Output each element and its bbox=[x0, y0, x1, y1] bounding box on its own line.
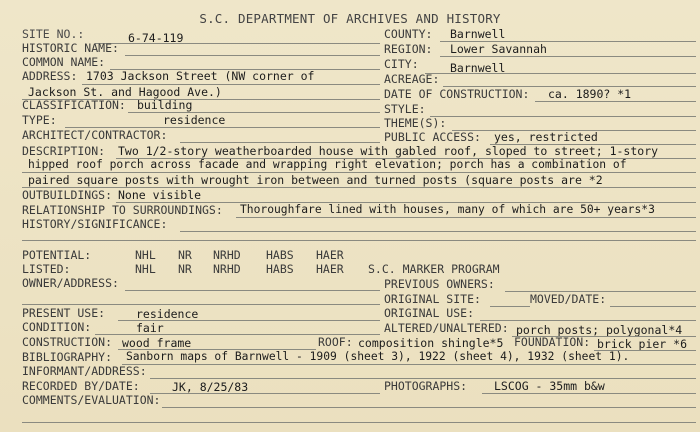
altered-value: porch posts; polygonal*4 bbox=[516, 323, 683, 337]
potential-label: POTENTIAL: bbox=[22, 248, 92, 262]
acreage-label: ACREAGE: bbox=[384, 72, 440, 86]
original-site-label: ORIGINAL SITE: bbox=[384, 292, 481, 306]
recorded-value: JK, 8/25/83 bbox=[172, 380, 249, 394]
region-label: REGION: bbox=[384, 42, 433, 56]
type-value: residence bbox=[163, 113, 226, 127]
county-label: COUNTY: bbox=[384, 27, 433, 41]
previous-owners-label: PREVIOUS OWNERS: bbox=[384, 277, 495, 291]
relationship-label: RELATIONSHIP TO SURROUNDINGS: bbox=[22, 203, 223, 217]
potential-nhl: NHL bbox=[135, 248, 156, 262]
address-value-2: Jackson St. and Hagood Ave.) bbox=[28, 85, 222, 99]
present-use-label: PRESENT USE: bbox=[22, 306, 106, 320]
region-value: Lower Savannah bbox=[450, 42, 547, 56]
relationship-value: Thoroughfare lined with houses, many of which are 50+ years*3 bbox=[240, 203, 655, 216]
potential-nr: NR bbox=[178, 248, 192, 262]
listed-nhl: NHL bbox=[135, 262, 156, 276]
county-value: Barnwell bbox=[450, 27, 506, 41]
description-line-3: paired square posts with wrought iron between and turned posts (square posts are *2 bbox=[28, 173, 603, 187]
listed-label: LISTED: bbox=[22, 262, 71, 276]
moved-date-label: MOVED/DATE: bbox=[530, 292, 607, 306]
bibliography-label: BIBLIOGRAPHY: bbox=[22, 350, 113, 364]
bibliography-value: Sanborn maps of Barnwell - 1909 (sheet 3), 1922 (sheet 4), 1932 (sheet 1). bbox=[126, 350, 630, 363]
city-label: CITY: bbox=[384, 57, 419, 71]
public-access-value: yes, restricted bbox=[494, 130, 598, 144]
listed-nrhd: NRHD bbox=[213, 262, 241, 276]
condition-label: CONDITION: bbox=[22, 320, 92, 334]
listed-haer: HAER bbox=[316, 262, 344, 276]
site-no-value: 6-74-119 bbox=[128, 31, 184, 45]
photographs-label: PHOTOGRAPHS: bbox=[384, 379, 468, 393]
address-value-1: 1703 Jackson Street (NW corner of bbox=[86, 69, 315, 83]
classification-value: building bbox=[137, 98, 193, 112]
foundation-label: FOUNDATION: bbox=[514, 335, 591, 349]
date-label: DATE OF CONSTRUCTION: bbox=[384, 87, 530, 101]
potential-haer: HAER bbox=[316, 248, 344, 262]
photographs-value: LSCOG - 35mm b&w bbox=[494, 379, 605, 393]
potential-habs: HABS bbox=[266, 248, 294, 262]
description-line-2: hipped roof porch across facade and wrapping right elevation; porch has a combination of bbox=[28, 158, 627, 171]
history-label: HISTORY/SIGNIFICANCE: bbox=[22, 217, 168, 231]
type-label: TYPE: bbox=[22, 113, 57, 127]
comments-label: COMMENTS/EVALUATION: bbox=[22, 393, 161, 407]
form-title: S.C. DEPARTMENT OF ARCHIVES AND HISTORY bbox=[199, 11, 501, 26]
potential-nrhd: NRHD bbox=[213, 248, 241, 262]
roof-value: composition shingle*5 bbox=[358, 336, 504, 350]
foundation-value: brick pier *6 bbox=[597, 337, 688, 351]
style-label: STYLE: bbox=[384, 102, 426, 116]
construction-label: CONSTRUCTION: bbox=[22, 335, 113, 349]
informant-label: INFORMANT/ADDRESS: bbox=[22, 364, 147, 378]
condition-value: fair bbox=[136, 321, 164, 335]
description-label: DESCRIPTION: bbox=[22, 144, 106, 158]
date-value: ca. 1890? *1 bbox=[548, 87, 632, 101]
outbuildings-value: None visible bbox=[118, 188, 202, 202]
roof-label: ROOF: bbox=[318, 335, 353, 349]
architect-label: ARCHITECT/CONTRACTOR: bbox=[22, 128, 168, 142]
outbuildings-label: OUTBUILDINGS: bbox=[22, 188, 113, 202]
public-access-label: PUBLIC ACCESS: bbox=[384, 130, 481, 144]
site-no-label: SITE NO.: bbox=[22, 27, 85, 41]
recorded-label: RECORDED BY/DATE: bbox=[22, 379, 140, 393]
historic-name-label: HISTORIC NAME: bbox=[22, 41, 119, 55]
marker-program-label: S.C. MARKER PROGRAM bbox=[368, 262, 500, 276]
city-value: Barnwell bbox=[450, 61, 506, 75]
construction-value: wood frame bbox=[122, 336, 192, 350]
description-line-1: Two 1/2-story weatherboarded house with gabled roof, sloped to street; 1-story bbox=[118, 144, 659, 158]
altered-label: ALTERED/UNALTERED: bbox=[384, 321, 509, 335]
theme-label: THEME(S): bbox=[384, 116, 447, 130]
address-label: ADDRESS: bbox=[22, 69, 78, 83]
site-no-row bbox=[22, 27, 84, 41]
listed-habs: HABS bbox=[266, 262, 294, 276]
present-use-value: residence bbox=[136, 307, 199, 321]
original-use-label: ORIGINAL USE: bbox=[384, 306, 475, 320]
listed-nr: NR bbox=[178, 262, 192, 276]
owner-label: OWNER/ADDRESS: bbox=[22, 276, 119, 290]
classification-label: CLASSIFICATION: bbox=[22, 98, 126, 112]
common-name-label: COMMON NAME: bbox=[22, 55, 106, 69]
